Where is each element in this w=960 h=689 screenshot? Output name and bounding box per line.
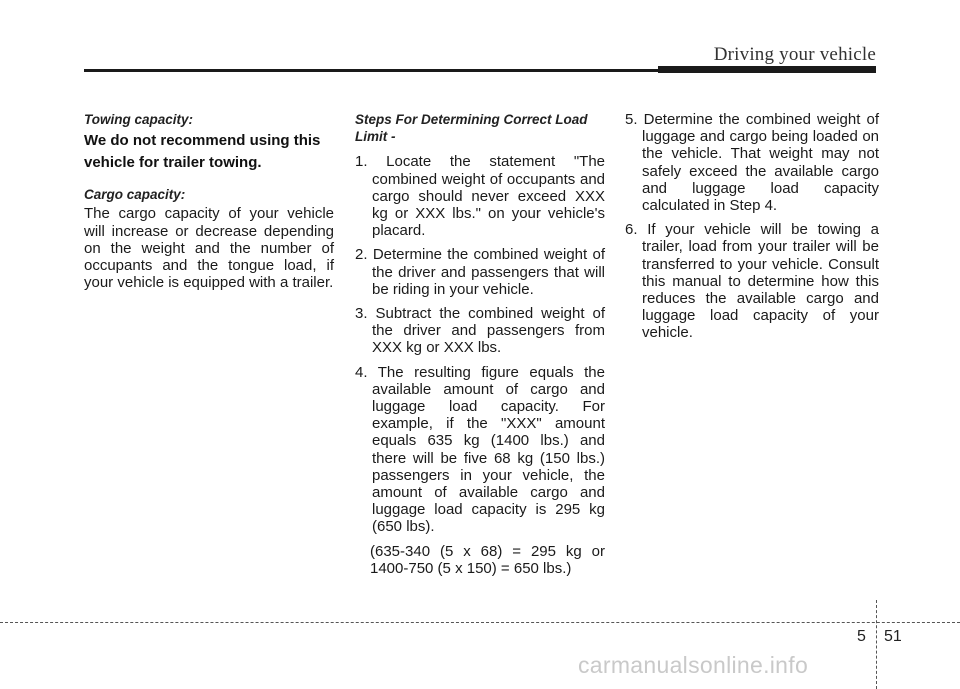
step-item: 3. Subtract the combined weight of the driver and passengers from XXX kg or XXX lbs. (355, 305, 605, 357)
load-limit-steps-continued (625, 111, 879, 342)
watermark-text: carmanualsonline.info (578, 652, 809, 678)
load-limit-heading: Steps For Determining Correct Load Limit - (355, 112, 588, 145)
cargo-capacity-heading: Cargo capacity: (84, 187, 186, 203)
footer-dashed-divider (876, 600, 877, 689)
towing-capacity-heading: Towing capacity: (84, 112, 194, 127)
step-item: 5. Determine the combined weight of luggage and cargo being loaded on the vehicle. That weight may not safely exceed the available cargo and luggage load capacity calculated in Step 4. (625, 111, 879, 215)
towing-warning (84, 130, 334, 174)
step-item: 1. Locate the statement "The combined weight of occupants and cargo should never exceed XXX kg or XXX lbs." on your vehicle's placard. (355, 153, 605, 240)
header-rule-thick (658, 66, 876, 73)
footer-dashed-rule (0, 622, 960, 623)
load-limit-steps (355, 153, 605, 535)
step-item: 4. The resulting figure equals the available amount of cargo and luggage load capacity. For example, if the "XXX" amount equals 635 kg (1400 lbs.) and there will be five 68 kg (150 lbs.) passengers in your vehicle, the amount of available cargo and luggage load capacity is 295 kg (650 lbs). (355, 363, 605, 536)
towing-warning-line1: We do not recommend using this (84, 132, 321, 150)
load-calculation-example: (635-340 (5 x 68) = 295 kg or 1400-750 (5 x 150) = 650 lbs.) (370, 542, 605, 577)
header-rule-thin (84, 69, 662, 72)
column-left (84, 111, 334, 291)
page-number: 51 (884, 628, 902, 645)
column-right (625, 111, 879, 349)
cargo-capacity-text: The cargo capacity of your vehicle will increase or decrease depending on the weight and the number of occupants and the tongue load, if your vehicle is equipped with a trailer. (84, 205, 334, 292)
towing-warning-line2: vehicle for trailer towing. (84, 154, 262, 172)
step-item: 2. Determine the combined weight of the driver and passengers that will be riding in your vehicle. (355, 246, 605, 298)
header-title: Driving your vehicle (713, 44, 876, 65)
step-item: 6. If your vehicle will be towing a trailer, load from your trailer will be transferred to your vehicle. Consult this manual to determine how this reduces the available cargo and luggage load capacity of your vehicle. (625, 221, 879, 342)
column-middle (355, 111, 605, 577)
chapter-number: 5 (857, 628, 866, 645)
